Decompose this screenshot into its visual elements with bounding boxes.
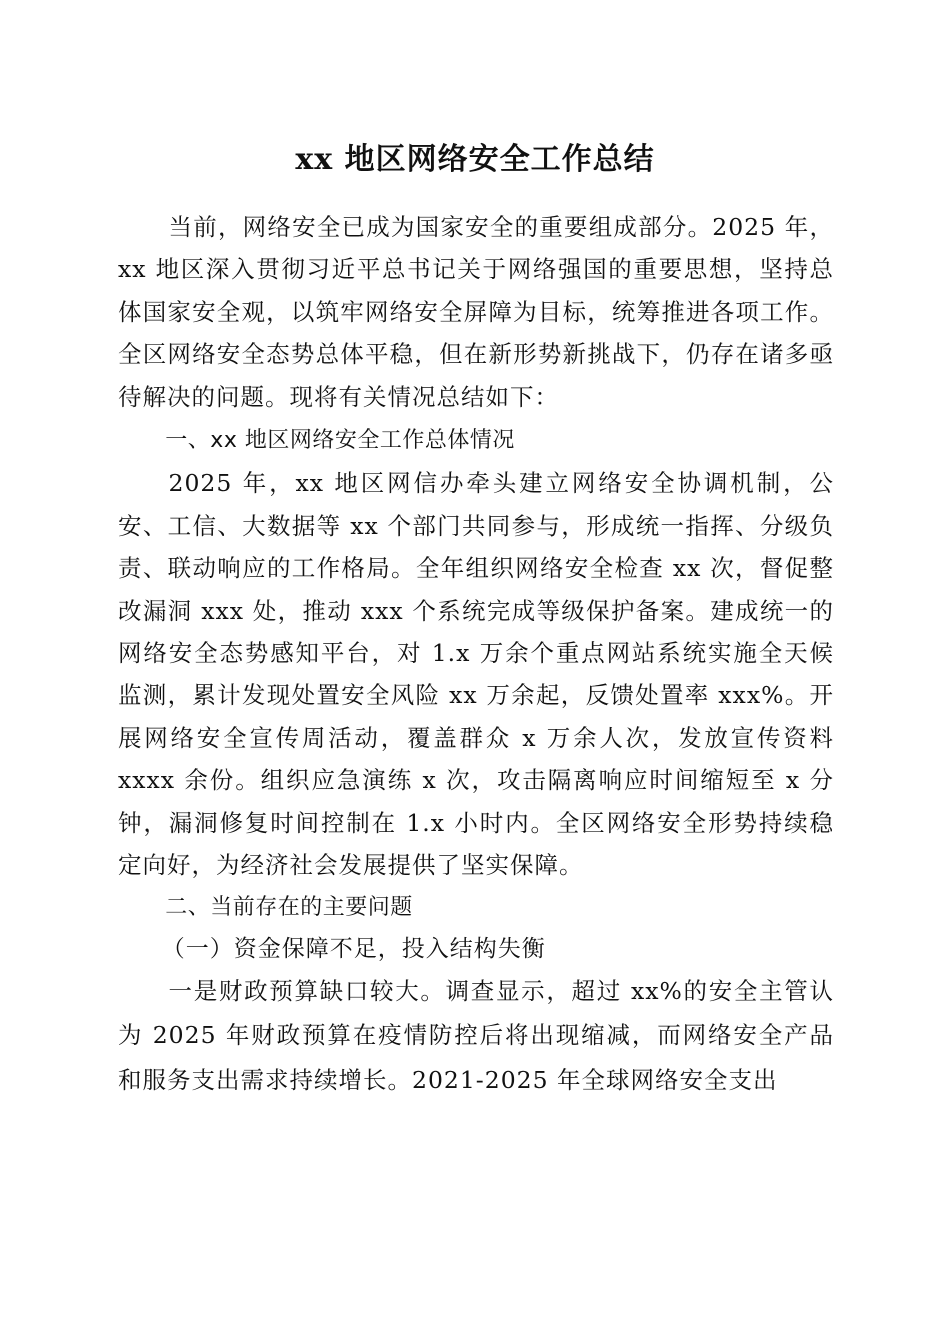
subsection-1-heading: （一）资金保障不足，投入结构失衡 [161,935,546,962]
section-2-heading: 二、当前存在的主要问题 [165,894,413,920]
document-title: xx 地区网络安全工作总结 [295,142,655,177]
section-1-paragraph: 2025 年，xx 地区网信办牵头建立网络安全协调机制，公安、工信、大数据等 xx 个部门共同参与，形成统一指挥、分级负责、联动响应的工作格局。全年组织网络安全检查 xx 次，督促整改漏洞 xxx 处，推动 xxx 个系统完成等级保护备案。建成统一的网络安全态势感知平台，对 1.x 万余个重点网站系统实施全天候监测，累计发现处置安全风险 xx 万余起，反馈处置率 xxx%。开展网络安全宣传周活动，覆盖群众 x 万余人次，发放宣传资料 xxxx 余份。组织应急演练 x 次，攻击隔离响应时间缩短至 x 分钟，漏洞修复时间控制在 1.x 小时内。全区网络安全形势持续稳定向好，为经济社会发展提供了坚实保障。 [118,469,834,880]
intro-paragraph: 当前，网络安全已成为国家安全的重要组成部分。2025 年，xx 地区深入贯彻习近平总书记关于网络强国的重要思想，坚持总体国家安全观，以筑牢网络安全屏障为目标，统筹推进各项工作。全区网络安全态势总体平稳，但在新形势新挑战下，仍存在诸多亟待解决的问题。现将有关情况总结如下： [118,213,834,411]
document-body [118,206,834,1102]
subsection-1-paragraph: 一是财政预算缺口较大。调查显示，超过 xx%的安全主管认为 2025 年财政预算在疫情防控后将出现缩减，而网络安全产品和服务支出需求持续增长。2021-2025 年全球网络安全支出 [118,976,834,1094]
section-1-heading: 一、xx 地区网络安全工作总体情况 [165,428,515,454]
